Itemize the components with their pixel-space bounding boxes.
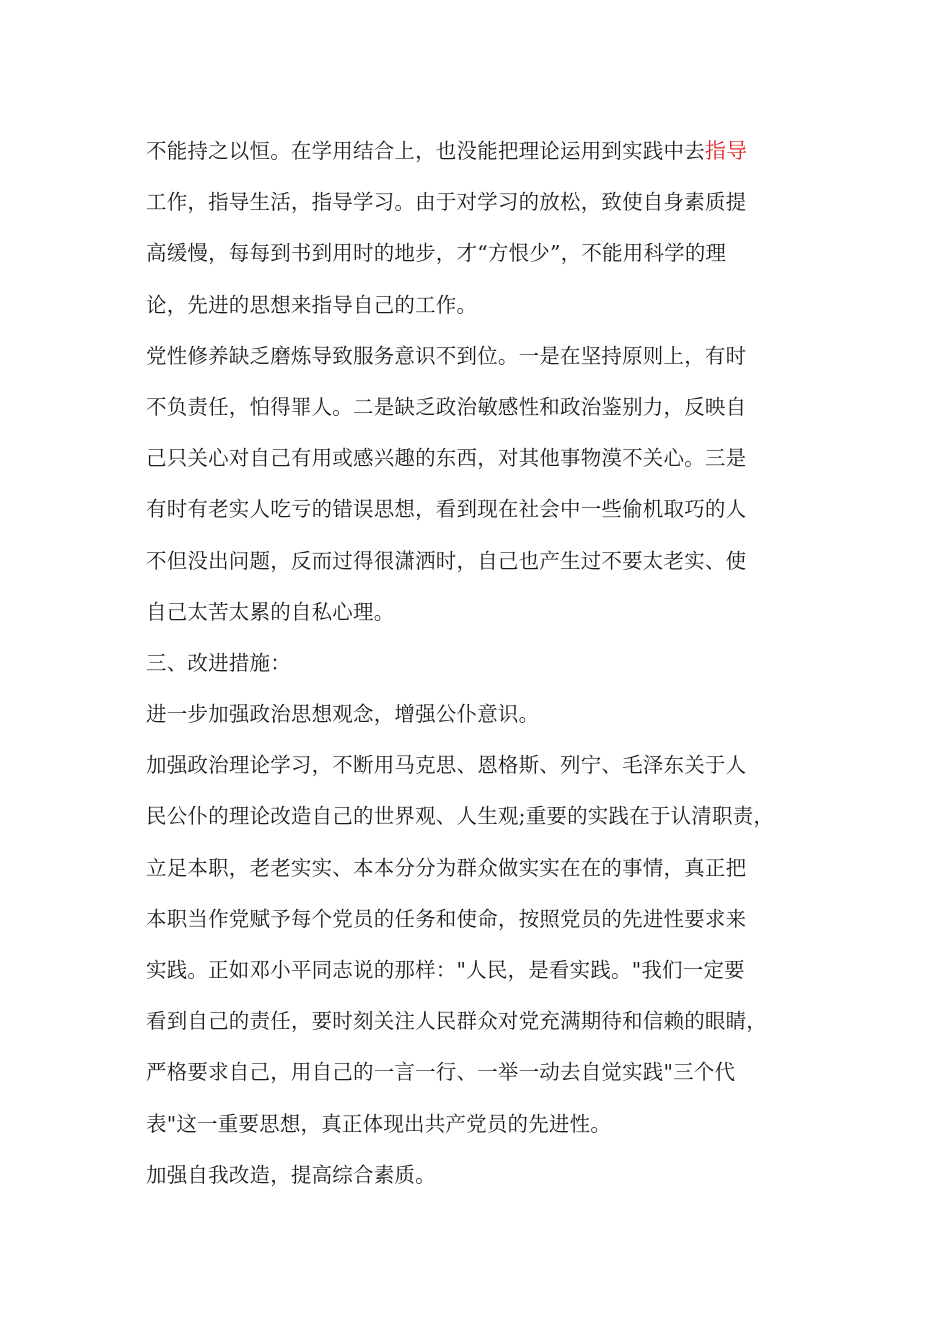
text-segment: 民公仆的理论改造自己的世界观、人生观;重要的实践在于认清职责， bbox=[146, 804, 775, 829]
text-segment: 不负责任，怕得罪人。二是缺乏政治敏感性和政治鉴别力，反映自 bbox=[146, 394, 747, 419]
text-segment: 加强自我改造，提高综合素质。 bbox=[146, 1162, 436, 1187]
text-line bbox=[146, 228, 806, 279]
text-line bbox=[146, 996, 806, 1047]
document-body bbox=[146, 126, 806, 1201]
text-line bbox=[146, 1150, 806, 1201]
text-line bbox=[146, 126, 806, 177]
text-segment: 进一步加强政治思想观念，增强公仆意识。 bbox=[146, 702, 540, 727]
text-segment: 本职当作党赋予每个党员的任务和使命，按照党员的先进性要求来 bbox=[146, 906, 747, 931]
text-segment: 看到自己的责任，要时刻关注人民群众对党充满期待和信赖的眼睛， bbox=[146, 1009, 767, 1034]
text-segment: 加强政治理论学习，不断用马克思、恩格斯、列宁、毛泽东关于人 bbox=[146, 753, 747, 778]
text-line bbox=[146, 1047, 806, 1098]
text-line bbox=[146, 689, 806, 740]
text-segment: 立足本职，老老实实、本本分分为群众做实实在在的事情，真正把 bbox=[146, 855, 747, 880]
text-line bbox=[146, 536, 806, 587]
text-line bbox=[146, 638, 806, 689]
text-line bbox=[146, 484, 806, 535]
text-segment: 严格要求自己，用自己的一言一行、一举一动去自觉实践"三个代 bbox=[146, 1060, 736, 1085]
text-line bbox=[146, 280, 806, 331]
text-line bbox=[146, 433, 806, 484]
text-line bbox=[146, 945, 806, 996]
text-segment: 论，先进的思想来指导自己的工作。 bbox=[146, 292, 478, 317]
text-segment: 自己太苦太累的自私心理。 bbox=[146, 599, 395, 624]
text-segment: 有时有老实人吃亏的错误思想，看到现在社会中一些偷机取巧的人 bbox=[146, 497, 747, 522]
text-line bbox=[146, 177, 806, 228]
text-segment: 实践。正如邓小平同志说的那样："人民，是看实践。"我们一定要 bbox=[146, 958, 745, 982]
highlighted-text: 指导 bbox=[704, 139, 748, 163]
text-segment: 不但没出问题，反而过得很潇洒时，自己也产生过不要太老实、使 bbox=[146, 548, 747, 573]
text-line bbox=[146, 587, 806, 638]
text-segment: 不能持之以恒。在学用结合上，也没能把理论运用到实践中去 bbox=[146, 139, 705, 163]
text-segment: 表"这一重要思想，真正体现出共产党员的先进性。 bbox=[146, 1111, 612, 1136]
text-segment: 党性修养缺乏磨炼导致服务意识不到位。一是在坚持原则上，有时 bbox=[146, 343, 747, 368]
text-line bbox=[146, 1099, 806, 1150]
text-line bbox=[146, 331, 806, 382]
text-segment: 三、改进措施： bbox=[146, 650, 291, 675]
text-segment: 工作，指导生活，指导学习。由于对学习的放松，致使自身素质提 bbox=[146, 190, 747, 215]
text-line bbox=[146, 843, 806, 894]
text-line bbox=[146, 740, 806, 791]
text-line bbox=[146, 791, 806, 842]
text-segment: 己只关心对自己有用或感兴趣的东西，对其他事物漠不关心。三是 bbox=[146, 446, 747, 471]
text-line bbox=[146, 894, 806, 945]
text-segment: 高缓慢，每每到书到用时的地步，才“方恨少”，不能用科学的理 bbox=[146, 241, 727, 266]
text-line bbox=[146, 382, 806, 433]
